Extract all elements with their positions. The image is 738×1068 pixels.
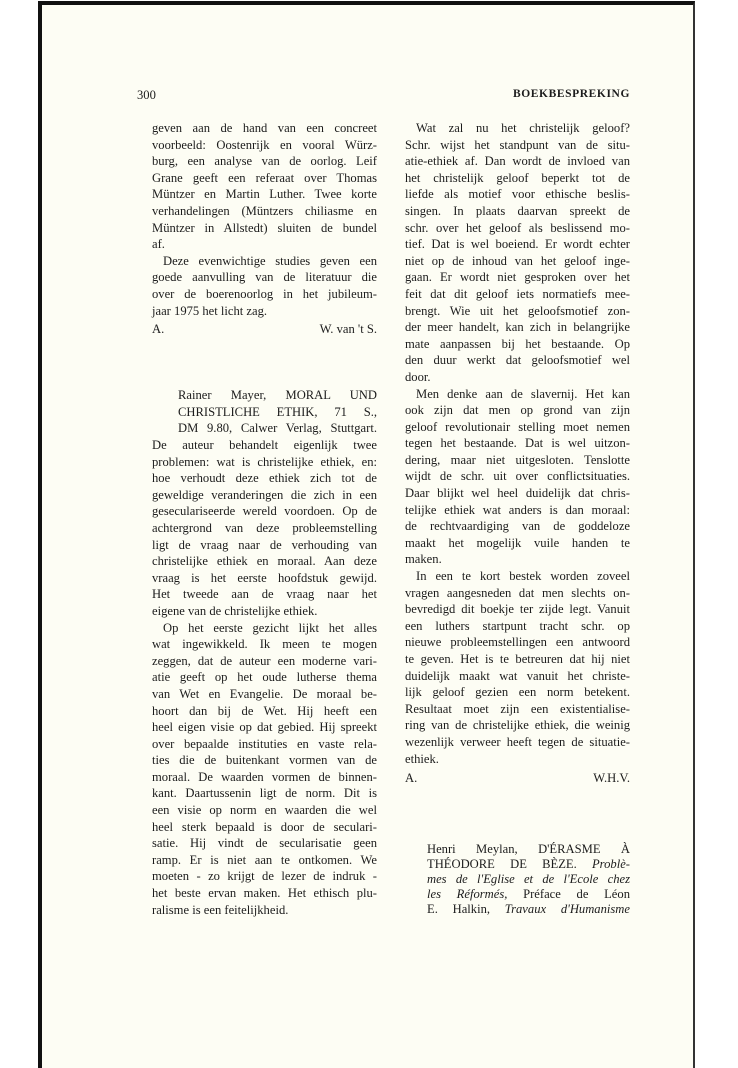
text-line: schr. over het geloof als beslissend mo- xyxy=(405,220,630,235)
heading-line xyxy=(427,872,630,887)
right-signature xyxy=(405,770,630,787)
left-review-heading xyxy=(178,387,377,437)
text-line: atie-ethiek af. Dan wordt de invloed van xyxy=(405,154,630,169)
text-line: singen. In plaats daarvan spreekt de xyxy=(405,203,630,218)
signature-initial: A. xyxy=(405,771,418,785)
text-line: Müntzer en Martin Luther. Twee korte xyxy=(152,187,377,202)
heading-line xyxy=(427,887,630,902)
text-line: satie. Hij vindt de secularisatie geen xyxy=(152,836,377,851)
text-line: ethiek. xyxy=(405,751,439,766)
text-line: lijk geloof gezien een norm betekent. xyxy=(405,685,630,700)
text-line: te geven. Het is te betreuren dat hij niet xyxy=(405,652,630,666)
text-line: moraal. De waarden vormen de binnen- xyxy=(152,769,377,784)
text-line: voorbeeld: Oostenrijk en vooral Würz- xyxy=(152,137,377,152)
text-line: kant. Daartussenin ligt de norm. Dit is xyxy=(152,786,377,801)
text-line: vraag is het eerste hoofdstuk gewijd. xyxy=(152,570,377,585)
text-line: achtergrond van deze probleemstelling xyxy=(152,520,377,535)
heading-text: DM 9.80, Calwer Verlag, Stuttgart. xyxy=(178,421,377,436)
text-line: gaan. Er wordt niet gesproken over het xyxy=(405,270,630,285)
text-line: jaar 1975 het licht zag. xyxy=(152,303,268,318)
text-line: een visie op norm en waarden die wel xyxy=(152,803,377,818)
heading-line xyxy=(427,902,630,917)
text-line: een luthers startpunt tracht schr. op xyxy=(405,618,630,633)
text-line: hoe verhoudt deze ethiek zich tot de xyxy=(152,471,377,486)
italic-title-text: Travaux d'Humanisme xyxy=(504,902,630,916)
text-line: geloof revolutionair stelling moet nemen xyxy=(405,419,630,434)
text-line: heel sterk bepaald is door de seculari- xyxy=(152,819,377,834)
text-line: Daar blijkt wel heel duidelijk dat chris- xyxy=(405,486,630,501)
text-line: telijke ethiek wat anders is dan moraal: xyxy=(405,502,630,517)
text-line: nieuwe probleemstellingen een antwoord xyxy=(405,635,630,650)
signature-author: W.H.V. xyxy=(593,771,630,785)
heading-text: Henri Meylan, D'ÉRASME À xyxy=(427,842,630,856)
text-line: duidelijk maakt wat vanuit het christe- xyxy=(405,668,630,683)
text-line: brengt. Wie uit het geloofsmotief zon- xyxy=(405,303,630,318)
text-line: Grane geeft een referaat over Thomas xyxy=(152,170,377,185)
heading-text: Préface de Léon xyxy=(507,887,630,901)
text-line: der meer handelt, kan zich in belangrijke xyxy=(405,320,630,335)
text-line: mate aanpassen bij het bestaande. Op xyxy=(405,336,630,351)
page-number: 300 xyxy=(137,88,156,102)
italic-title-text: les Réformés, xyxy=(427,887,508,901)
text-line: goede aanvulling van de literatuur die xyxy=(152,270,377,285)
heading-line xyxy=(427,857,630,872)
text-line: In een te kort bestek worden zoveel xyxy=(416,569,630,584)
text-line: Deze evenwichtige studies geven een xyxy=(163,253,377,268)
text-line: heel eigen visie op dat gebied. Hij spreekt xyxy=(152,720,377,735)
text-line: hoort dan bij de Wet. Hij heeft een xyxy=(152,703,377,718)
text-line: tief. Dat is wel boeiend. Er wordt echter xyxy=(405,237,630,252)
text-line: van Wet en Evangelie. De moraal be- xyxy=(152,686,377,701)
text-line: wat ingewikkeld. Ik meen te mogen xyxy=(152,637,377,652)
text-line: bevredigd dit boekje ter zijde legt. Vanuit xyxy=(405,602,630,617)
text-line: geseculariseerde wereld voordoen. Op de xyxy=(152,504,377,519)
text-line: burg, een analyse van de oorlog. Leif xyxy=(152,154,377,169)
text-line: ralisme is een feitelijkheid. xyxy=(152,902,289,917)
text-line: zeggen, dat de auteur een moderne vari- xyxy=(152,653,377,668)
heading-text: THÉODORE DE BÈZE. xyxy=(427,857,592,871)
text-line: Men denke aan de slavernij. Het kan xyxy=(416,386,630,401)
text-line: af. xyxy=(152,237,165,252)
text-line: Op het eerste gezicht lijkt het alles xyxy=(163,620,377,635)
text-line: het beste ervan maken. Het ethisch plu- xyxy=(152,886,377,901)
text-line: geweldige veranderingen die zich in een xyxy=(152,487,377,502)
text-line: atie geeft op het oude lutherse thema xyxy=(152,670,377,685)
left-review-body xyxy=(152,437,377,918)
text-line: ligt de vraag naar de verhouding van xyxy=(152,537,377,552)
heading-text: CHRISTLICHE ETHIK, 71 S., xyxy=(178,404,377,419)
text-line: het christelijk geloof beperkt tot de xyxy=(405,170,630,185)
text-line: ook zijn dat men op grond van zijn xyxy=(405,403,630,418)
text-line: over bepaalde instituties en vaste rela- xyxy=(152,736,377,751)
right-review-heading xyxy=(427,842,630,917)
text-line: liefde als motief voor ethische beslis- xyxy=(405,187,630,202)
left-signature xyxy=(152,321,377,338)
text-line: geven aan de hand van een concreet xyxy=(152,121,377,135)
text-line: verhandelingen (Müntzers chiliasme en xyxy=(152,203,377,218)
text-line: feit dat dit geloof iets normatiefs mee- xyxy=(405,286,630,301)
text-line: ties die de buitenkant vormen van de xyxy=(152,753,377,768)
text-line: den duur werkt dat geloofsmotief wel xyxy=(405,353,630,368)
heading-line xyxy=(178,387,377,404)
left-intro-text xyxy=(152,120,377,319)
text-line: dering, maar niet uitgesloten. Tenslotte xyxy=(405,452,630,467)
text-line: over de boerenoorlog in het jubileum- xyxy=(152,286,377,301)
text-line: wijdt de schr. uit over conflictsituaties. xyxy=(405,469,630,484)
heading-line xyxy=(178,420,377,437)
text-line: Schr. wijst het standpunt van de situ- xyxy=(405,137,630,152)
text-line: Resultaat moet zijn een existentialise- xyxy=(405,701,630,716)
text-line: niet op de inhoud van het geloof inge- xyxy=(405,253,630,268)
text-line: problemen: wat is christelijke ethiek, en: xyxy=(152,454,377,469)
signature-initial: A. xyxy=(152,322,165,336)
text-line: moeten - zo krijgt de lezer de indruk - xyxy=(152,869,377,884)
text-line: Het tweede aan de vraag naar het xyxy=(152,587,377,602)
italic-title-text: mes de l'Eglise et de l'Ecole chez xyxy=(427,872,630,886)
text-line: Wat zal nu het christelijk geloof? xyxy=(416,121,630,135)
signature-author: W. van 't S. xyxy=(319,322,377,336)
text-line: eigene van de christelijke ethiek. xyxy=(152,603,318,618)
text-line: ramp. Er is niet aan te ontkomen. We xyxy=(152,852,377,867)
text-line: De auteur behandelt eigenlijk twee xyxy=(152,438,377,452)
heading-text: Rainer Mayer, MORAL UND xyxy=(178,388,377,402)
text-line: door. xyxy=(405,369,431,384)
text-line: tegen het bestaande. Dat is wel uitzon- xyxy=(405,436,630,451)
heading-line xyxy=(178,404,377,421)
italic-title-text: Problè- xyxy=(591,857,630,871)
text-line: wezenlijk verweer heeft tegen de situatie- xyxy=(405,734,630,749)
text-line: vragen aangesneden dat men slechts on- xyxy=(405,585,630,600)
text-line: christelijke ethiek en moraal. Aan deze xyxy=(152,554,377,569)
text-line: Müntzer in Allstedt) sluiten de bundel xyxy=(152,220,377,235)
heading-text: E. Halkin, xyxy=(427,902,505,916)
heading-line xyxy=(427,842,630,857)
running-head: BOEKBESPREKING xyxy=(512,88,630,100)
text-line: ring van de christelijke ethiek, die weinig xyxy=(405,718,630,733)
text-line: de rechtvaardiging van de goddeloze xyxy=(405,519,630,534)
text-line: maakt het mogelijk vuile handen te xyxy=(405,535,630,550)
right-review-body xyxy=(405,120,630,767)
text-line: maken. xyxy=(405,552,442,567)
